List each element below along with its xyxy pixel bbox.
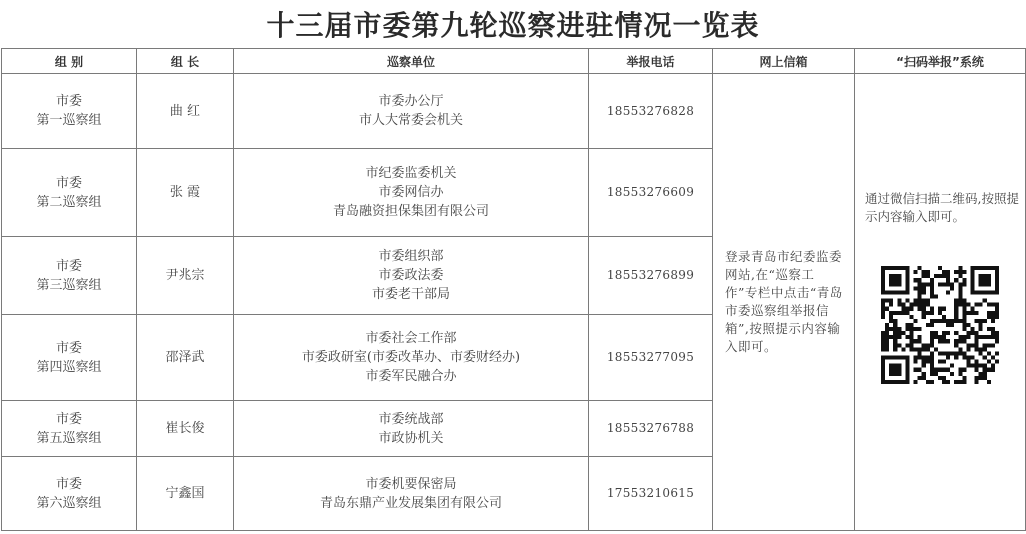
leader-cell: 尹兆宗: [137, 237, 234, 315]
group-name: 第四巡察组: [36, 359, 102, 375]
phone-cell: 18553277095: [589, 315, 713, 401]
unit-item: 市委网信办: [378, 185, 444, 200]
table-row: [2, 74, 1026, 149]
leader-cell: 崔长俊: [137, 401, 234, 457]
header-phone: 举报电话: [589, 49, 713, 74]
units-cell: [234, 401, 589, 457]
units-cell: [234, 315, 589, 401]
phone-cell: 18553276899: [589, 237, 713, 315]
group-cell: [2, 457, 137, 531]
header-units: 巡察单位: [234, 49, 589, 74]
phone-cell: 18553276828: [589, 74, 713, 149]
qr-code-image: [881, 266, 999, 384]
leader-cell: 邵泽武: [137, 315, 234, 401]
leader-cell: 曲 红: [137, 74, 234, 149]
header-leader: 组 长: [137, 49, 234, 74]
inspection-table: [1, 48, 1026, 531]
mailbox-instructions: 登录青岛市纪委监委网站,在“巡察工作”专栏中点击“青岛市委巡察组举报信箱”,按照提示内容输入即可。: [725, 249, 843, 354]
unit-item: 市委机要保密局: [365, 476, 457, 492]
header-row: [2, 49, 1026, 74]
page-title: 十三届市委第九轮巡察进驻情况一览表: [266, 9, 760, 42]
unit-item: 市人大常委会机关: [358, 113, 463, 128]
unit-item: 市纪委监委机关: [365, 166, 457, 181]
group-cell: [2, 315, 137, 401]
phone-cell: 18553276609: [589, 149, 713, 237]
group-name: 第六巡察组: [36, 495, 102, 511]
phone-cell: 17553210615: [589, 457, 713, 531]
unit-item: 市委组织部: [378, 249, 444, 264]
unit-item: 市委社会工作部: [365, 331, 457, 346]
unit-item: 市委统战部: [378, 411, 444, 427]
group-name: 第二巡察组: [36, 194, 102, 210]
header-group: 组 别: [2, 49, 137, 74]
units-cell: [234, 74, 589, 149]
header-qr-system: “扫码举报”系统: [855, 49, 1026, 74]
group-cell: [2, 74, 137, 149]
units-cell: [234, 149, 589, 237]
mailbox-cell: [713, 74, 855, 531]
group-label: 市委: [55, 94, 82, 109]
group-label: 市委: [55, 340, 82, 356]
unit-item: 青岛东鼎产业发展集团有限公司: [319, 495, 502, 511]
leader-cell: 张 霞: [137, 149, 234, 237]
leader-cell: 宁鑫国: [137, 457, 234, 531]
group-label: 市委: [55, 258, 82, 274]
phone-cell: 18553276788: [589, 401, 713, 457]
group-label: 市委: [55, 411, 82, 427]
unit-item: 市政协机关: [378, 430, 444, 446]
unit-item: 市委老干部局: [371, 287, 450, 302]
group-label: 市委: [55, 175, 82, 191]
unit-item: 市委政研室(市委改革办、市委财经办): [301, 350, 521, 365]
group-cell: [2, 237, 137, 315]
qr-cell: [855, 74, 1026, 531]
group-name: 第一巡察组: [36, 113, 102, 128]
units-cell: [234, 237, 589, 315]
group-label: 市委: [55, 476, 82, 492]
header-mailbox: 网上信箱: [713, 49, 855, 74]
group-name: 第五巡察组: [36, 430, 102, 446]
group-cell: [2, 149, 137, 237]
qr-instructions: 通过微信扫描二维码,按照提示内容输入即可。: [865, 191, 1019, 224]
unit-item: 市委办公厅: [378, 94, 444, 109]
group-cell: [2, 401, 137, 457]
unit-item: 青岛融资担保集团有限公司: [332, 204, 489, 219]
units-cell: [234, 457, 589, 531]
unit-item: 市委军民融合办: [365, 369, 457, 384]
group-name: 第三巡察组: [36, 277, 102, 293]
unit-item: 市委政法委: [378, 268, 444, 283]
